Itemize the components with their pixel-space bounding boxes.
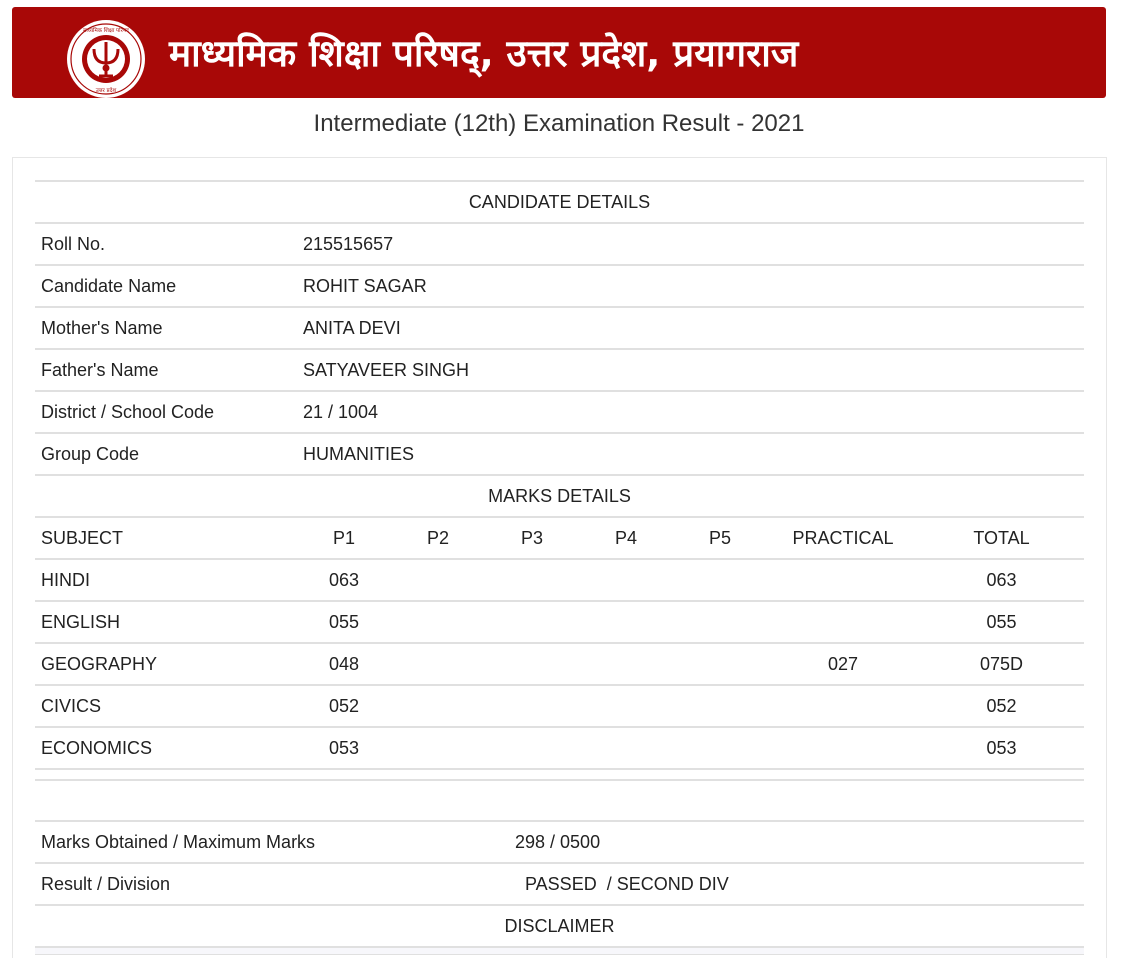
candidate-row — [35, 307, 1084, 349]
page-title: Intermediate (12th) Examination Result - 2021 — [313, 110, 805, 137]
marks-header-row — [35, 517, 1084, 559]
candidate-value: ROHIT SAGAR — [297, 265, 1084, 307]
candidate-label: Candidate Name — [35, 265, 297, 307]
subject-row — [35, 601, 1084, 643]
subject-name: HINDI — [35, 559, 297, 601]
p5-mark — [673, 727, 767, 769]
total-mark: 052 — [919, 685, 1084, 727]
candidate-label: Father's Name — [35, 349, 297, 391]
result-panel — [12, 157, 1107, 958]
p1-mark: 052 — [297, 685, 391, 727]
spacer-cell — [35, 780, 1084, 821]
p4-mark — [579, 643, 673, 685]
practical-mark — [767, 559, 919, 601]
disclaimer-row — [35, 905, 1084, 947]
total-mark: 053 — [919, 727, 1084, 769]
result-division-row — [35, 863, 1084, 905]
disclaimer-body-row — [35, 947, 1084, 955]
marks-header-cell: P1 — [297, 517, 391, 559]
header-banner — [12, 7, 1106, 98]
p2-mark — [391, 727, 485, 769]
candidate-label: Group Code — [35, 433, 297, 475]
p1-mark: 048 — [297, 643, 391, 685]
p1-mark: 055 — [297, 601, 391, 643]
p4-mark — [579, 601, 673, 643]
total-mark: 055 — [919, 601, 1084, 643]
candidate-row — [35, 349, 1084, 391]
p1-mark: 053 — [297, 727, 391, 769]
spacer-cell — [35, 769, 1084, 780]
candidate-label: District / School Code — [35, 391, 297, 433]
subject-row — [35, 685, 1084, 727]
total-mark: 075D — [919, 643, 1084, 685]
result-table — [35, 180, 1084, 955]
subject-name: ENGLISH — [35, 601, 297, 643]
marks-obtained-row — [35, 821, 1084, 863]
candidate-row — [35, 265, 1084, 307]
practical-mark: 027 — [767, 643, 919, 685]
subject-row — [35, 727, 1084, 769]
practical-mark — [767, 727, 919, 769]
candidate-value: 21 / 1004 — [297, 391, 1084, 433]
p3-mark — [485, 559, 579, 601]
logo-top-text: माध्यमिक शिक्षा परिषद — [83, 28, 129, 34]
practical-mark — [767, 685, 919, 727]
total-mark: 063 — [919, 559, 1084, 601]
marks-header-cell: PRACTICAL — [767, 517, 919, 559]
p3-mark — [485, 727, 579, 769]
p2-mark — [391, 685, 485, 727]
disclaimer-body — [35, 947, 1084, 955]
p5-mark — [673, 601, 767, 643]
marks-header-cell: P3 — [485, 517, 579, 559]
marks-obtained-value: 298 / 0500 — [485, 821, 1084, 863]
p3-mark — [485, 601, 579, 643]
p1-mark: 063 — [297, 559, 391, 601]
candidate-row — [35, 223, 1084, 265]
subject-name: GEOGRAPHY — [35, 643, 297, 685]
board-logo-icon — [66, 19, 146, 99]
marks-header-cell: TOTAL — [919, 517, 1084, 559]
p4-mark — [579, 559, 673, 601]
subject-name: CIVICS — [35, 685, 297, 727]
candidate-section-row — [35, 181, 1084, 223]
p4-mark — [579, 685, 673, 727]
candidate-value: SATYAVEER SINGH — [297, 349, 1084, 391]
marks-section-row — [35, 475, 1084, 517]
p3-mark — [485, 643, 579, 685]
result-division-value: PASSED / SECOND DIV — [485, 863, 1084, 905]
spacer-row — [35, 769, 1084, 780]
p5-mark — [673, 643, 767, 685]
subject-row — [35, 643, 1084, 685]
p5-mark — [673, 685, 767, 727]
board-name: माध्यमिक शिक्षा परिषद्, उत्तर प्रदेश, प्रयागराज — [169, 32, 799, 75]
candidate-row — [35, 391, 1084, 433]
candidate-label: Mother's Name — [35, 307, 297, 349]
p2-mark — [391, 643, 485, 685]
p2-mark — [391, 559, 485, 601]
candidate-row — [35, 433, 1084, 475]
subject-name: ECONOMICS — [35, 727, 297, 769]
spacer-row — [35, 780, 1084, 821]
marks-header-cell: P5 — [673, 517, 767, 559]
p5-mark — [673, 559, 767, 601]
candidate-section-title: CANDIDATE DETAILS — [35, 181, 1084, 223]
logo-bottom-text: उत्तर प्रदेश — [95, 88, 117, 94]
candidate-value: ANITA DEVI — [297, 307, 1084, 349]
result-division-label: Result / Division — [35, 863, 485, 905]
p4-mark — [579, 727, 673, 769]
candidate-value: 215515657 — [297, 223, 1084, 265]
marks-header-cell: P2 — [391, 517, 485, 559]
practical-mark — [767, 601, 919, 643]
candidate-label: Roll No. — [35, 223, 297, 265]
marks-obtained-label: Marks Obtained / Maximum Marks — [35, 821, 485, 863]
marks-header-cell: SUBJECT — [35, 517, 297, 559]
marks-header-cell: P4 — [579, 517, 673, 559]
disclaimer-title: DISCLAIMER — [35, 905, 1084, 947]
marks-section-title: MARKS DETAILS — [35, 475, 1084, 517]
p2-mark — [391, 601, 485, 643]
p3-mark — [485, 685, 579, 727]
candidate-value: HUMANITIES — [297, 433, 1084, 475]
subject-row — [35, 559, 1084, 601]
